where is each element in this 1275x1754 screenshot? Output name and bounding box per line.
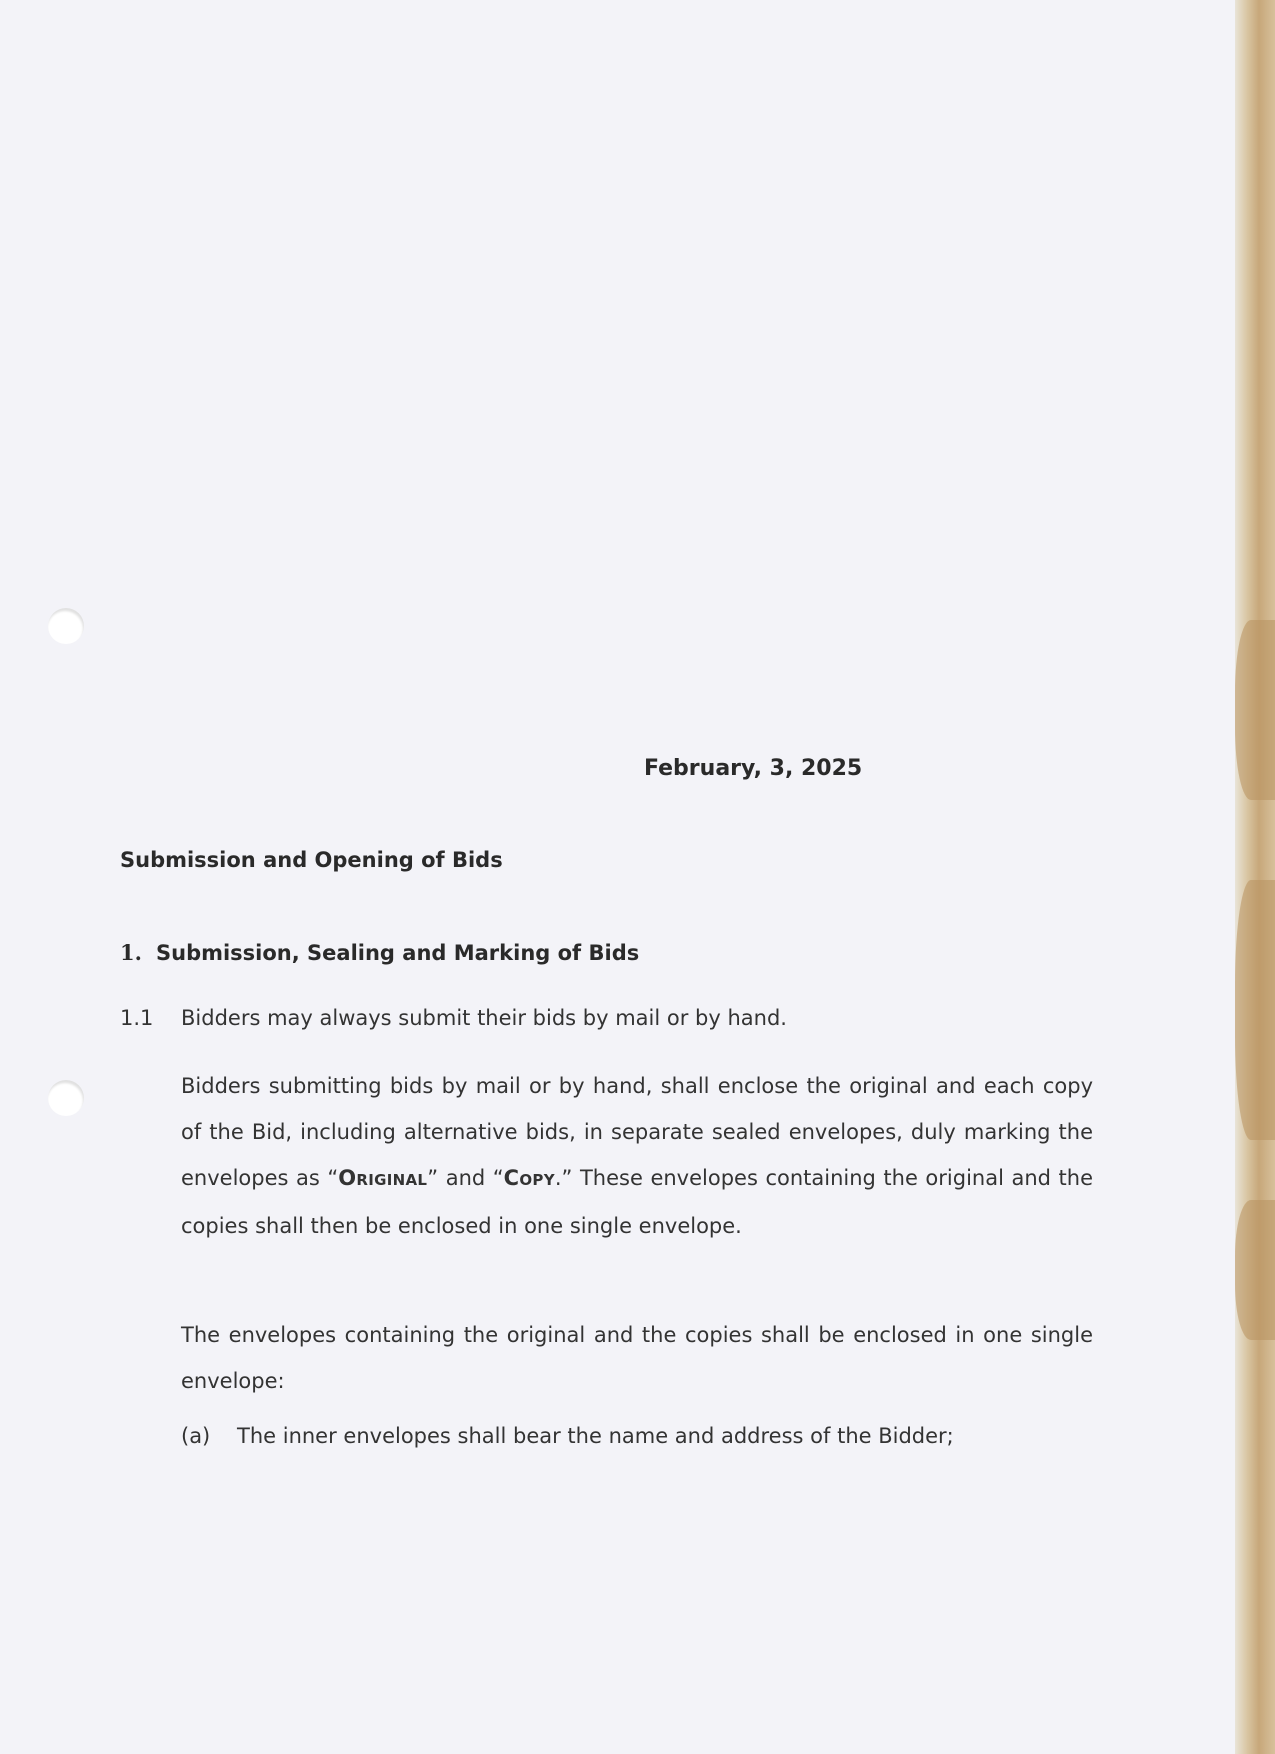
punch-hole-icon [48,1080,84,1116]
copy-marking [504,1166,555,1190]
subsection-title: Submission, Sealing and Marking of Bids [156,941,640,965]
subsection-heading [120,940,639,965]
original-marking [338,1166,427,1190]
list-item-text: The inner envelopes shall bear the name and address of the Bidder; [237,1424,954,1448]
stain-blot [1235,620,1275,800]
clause-1-1 [120,1006,787,1030]
original-marking-initial: O [338,1166,357,1190]
paragraph-single-envelope: The envelopes containing the original and the copies shall be enclosed in one single envelope: [181,1323,1093,1393]
clause-text: Bidders may always submit their bids by mail or by hand. [181,1006,787,1030]
copy-marking-rest: OPY [519,1171,555,1189]
stain-blot [1235,880,1275,1140]
list-item-a [181,1424,954,1448]
paragraph1-part3: .” These envelopes containing the original and the copies shall then be enclosed in one single envelope. [181,1166,1093,1238]
original-marking-rest: RIGINAL [356,1171,428,1189]
clause-number: 1.1 [120,1006,154,1030]
paper-edge-stain [1235,0,1275,1754]
section-title: Submission and Opening of Bids [120,848,503,872]
paragraph-enclosure-instructions [181,1063,1093,1249]
stain-blot [1235,1200,1275,1340]
copy-marking-initial: C [503,1166,520,1190]
paragraph1-part1: Bidders submitting bids by mail or by hand, shall enclose the original and each copy of the Bid, including alternative bids, in separate sealed envelopes, duly marking the envelopes as “ [181,1074,1093,1190]
document-date: February, 3, 2025 [644,756,863,781]
paragraph1-part2: ” and “ [427,1166,504,1190]
subsection-number: 1. [120,940,142,965]
list-item-label: (a) [181,1424,211,1448]
punch-hole-icon [48,608,84,644]
